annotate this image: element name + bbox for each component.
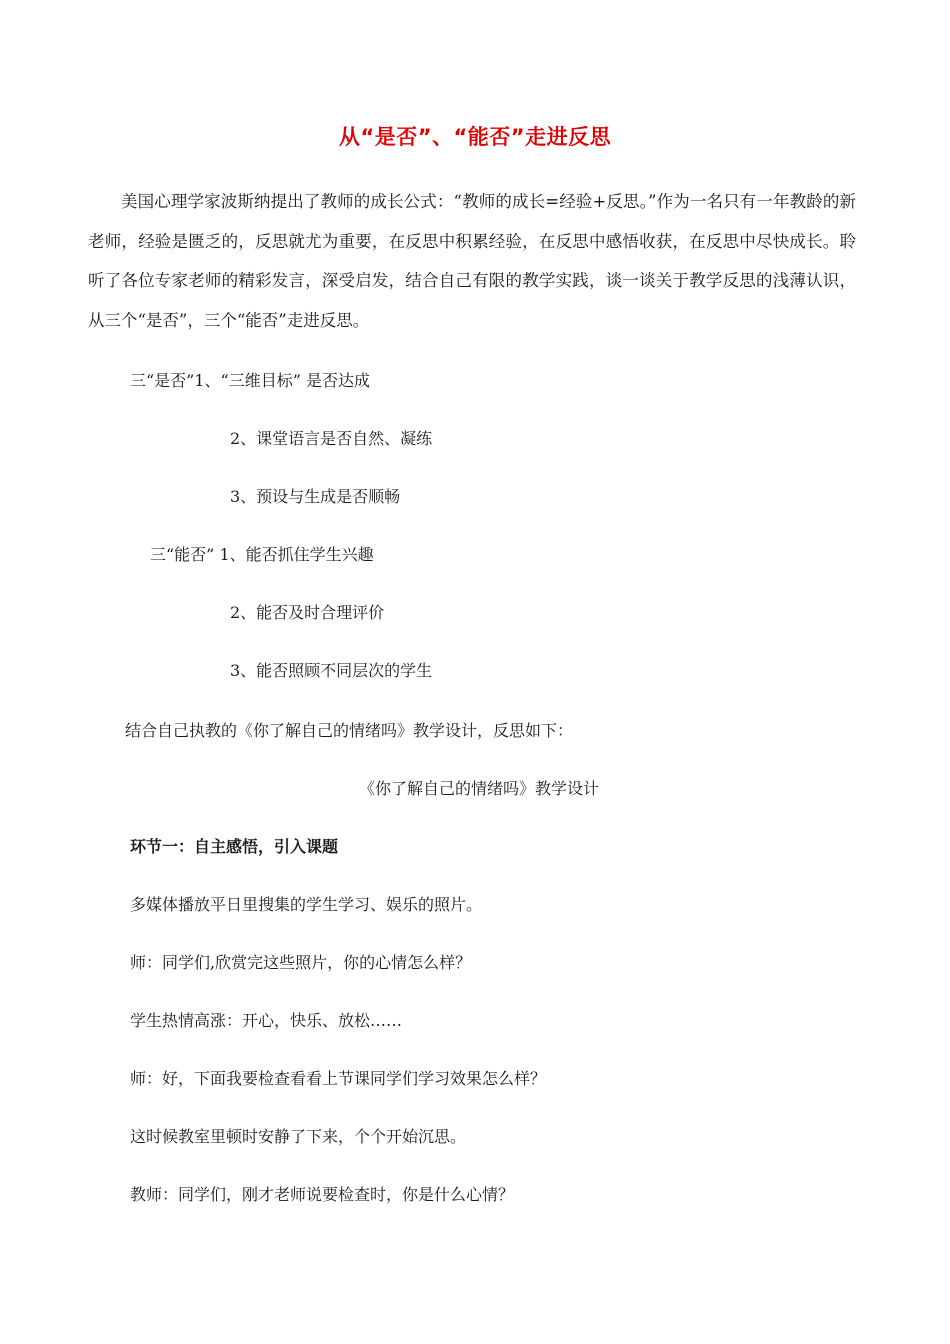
section-line: 师：好，下面我要检查看看上节课同学们学习效果怎么样？ xyxy=(130,1069,547,1088)
intro-paragraph: 美国心理学家波斯纳提出了教师的成长公式：“教师的成长=经验+反思。”作为一名只有一年教龄的新老师，经验是匮乏的，反思就尤为重要，在反思中积累经验，在反思中感悟收获，在反思中尽快成长。聆听了各位专家老师的精彩发言，深受启发，结合自己有限的教学实践，谈一谈关于教学反思的浅薄认识，从三个“是否”，三个“能否”走进反思。 xyxy=(88,192,856,330)
section-line: 教师：同学们，刚才老师说要检查时，你是什么心情？ xyxy=(130,1185,515,1204)
section-line: 师：同学们,欣赏完这些照片，你的心情怎么样？ xyxy=(130,953,472,972)
shifou-item-2: 2、课堂语言是否自然、凝练 xyxy=(230,429,433,448)
section-line: 学生热情高涨：开心，快乐、放松…… xyxy=(130,1011,403,1030)
section-line: 多媒体播放平日里搜集的学生学习、娱乐的照片。 xyxy=(130,895,483,914)
design-title: 《你了解自己的情绪吗》教学设计 xyxy=(358,779,599,798)
nengfou-item-3: 3、能否照顾不同层次的学生 xyxy=(230,661,433,680)
section-heading: 环节一：自主感悟，引入课题 xyxy=(130,837,339,856)
shifou-item-3: 3、预设与生成是否顺畅 xyxy=(230,487,401,506)
section-line: 这时候教室里顿时安静了下来，个个开始沉思。 xyxy=(130,1127,467,1146)
nengfou-item-2: 2、能否及时合理评价 xyxy=(230,603,385,622)
nengfou-heading: 三“能否” 1、能否抓住学生兴趣 xyxy=(150,545,374,564)
shifou-heading: 三“是否”1、“三维目标” 是否达成 xyxy=(130,371,370,390)
lead-in-sentence: 结合自己执教的《你了解自己的情绪吗》教学设计，反思如下： xyxy=(125,721,574,740)
document-title: 从“是否”、“能否”走进反思 xyxy=(338,125,612,149)
